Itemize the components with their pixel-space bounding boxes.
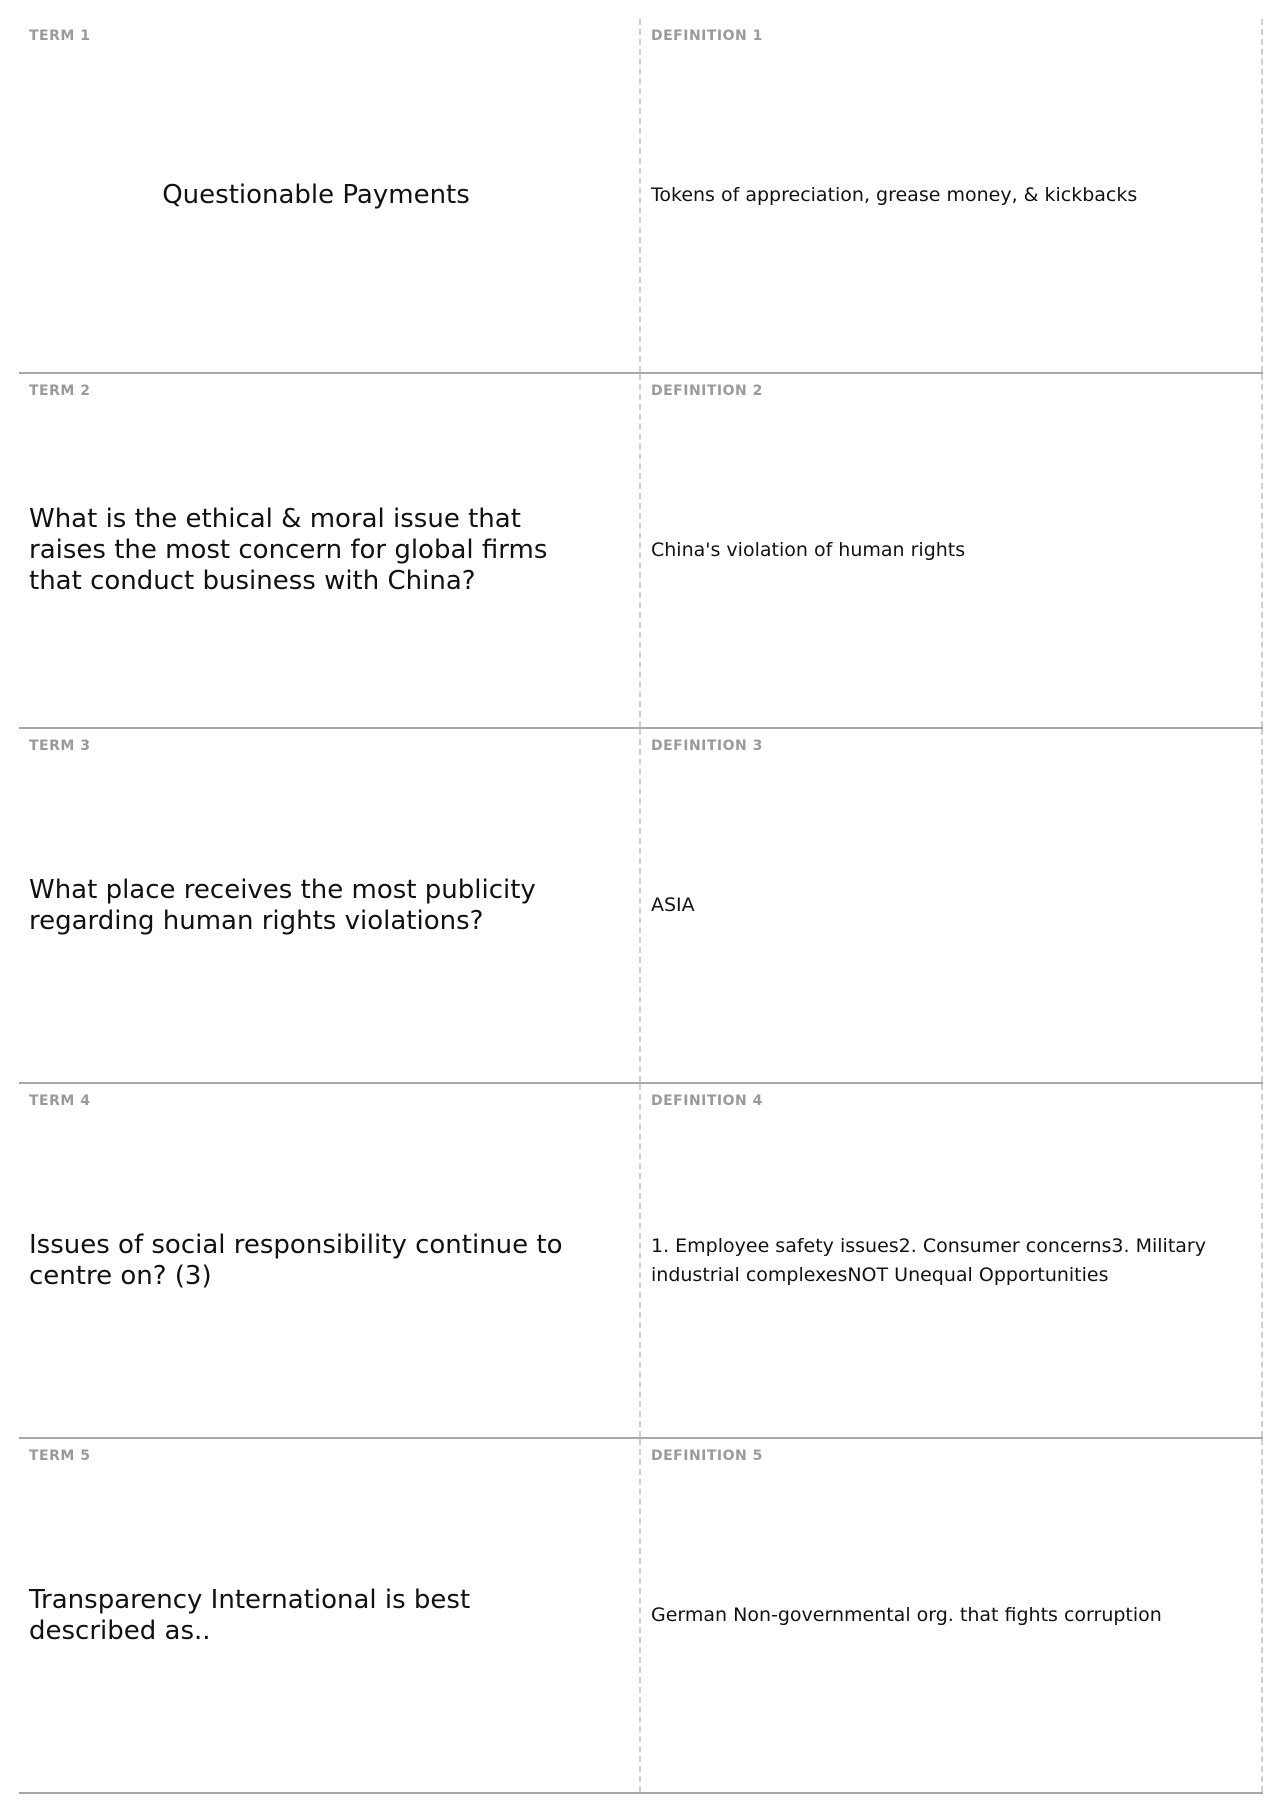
definition-text: Tokens of appreciation, grease money, & kickbacks [651,184,1138,206]
definition-label: DEFINITION 3 [651,738,763,754]
definition-cell [641,1084,1263,1437]
term-label: TERM 5 [29,1448,91,1464]
term-text: Questionable Payments [162,180,470,210]
definition-label: DEFINITION 5 [651,1448,763,1464]
term-cell [19,729,641,1082]
term-label: TERM 3 [29,738,91,754]
term-text: Transparency International is best described as.. [29,1584,471,1646]
term-cell [19,19,641,372]
term-label: TERM 1 [29,28,91,44]
term-label: TERM 4 [29,1093,91,1109]
definition-cell [641,1439,1263,1792]
term-cell [19,374,641,727]
definition-text: China's violation of human rights [651,539,966,561]
flashcard-row [19,1084,1263,1439]
term-text: What is the ethical & moral issue that raises the most concern for global firms that conduct business with China? [29,504,548,596]
definition-text: ASIA [651,894,695,916]
term-label: TERM 2 [29,383,91,399]
flashcard-row [19,19,1263,374]
definition-cell [641,19,1263,372]
flashcard-row [19,374,1263,729]
definition-label: DEFINITION 1 [651,28,763,44]
term-cell [19,1084,641,1437]
definition-cell [641,729,1263,1082]
definition-text: German Non-governmental org. that fights corruption [651,1604,1162,1626]
flashcard-row [19,729,1263,1084]
definition-cell [641,374,1263,727]
flashcard-row [19,1439,1263,1794]
definition-label: DEFINITION 2 [651,383,763,399]
term-text: What place receives the most publicity regarding human rights violations? [29,874,536,936]
definition-label: DEFINITION 4 [651,1093,763,1109]
definition-text: 1. Employee safety issues2. Consumer concerns3. Military industrial complexesNOT Unequal Opportunities [651,1234,1206,1286]
term-text: Issues of social responsibility continue to centre on? (3) [29,1229,563,1291]
flashcard-sheet [19,19,1263,1794]
term-cell [19,1439,641,1792]
